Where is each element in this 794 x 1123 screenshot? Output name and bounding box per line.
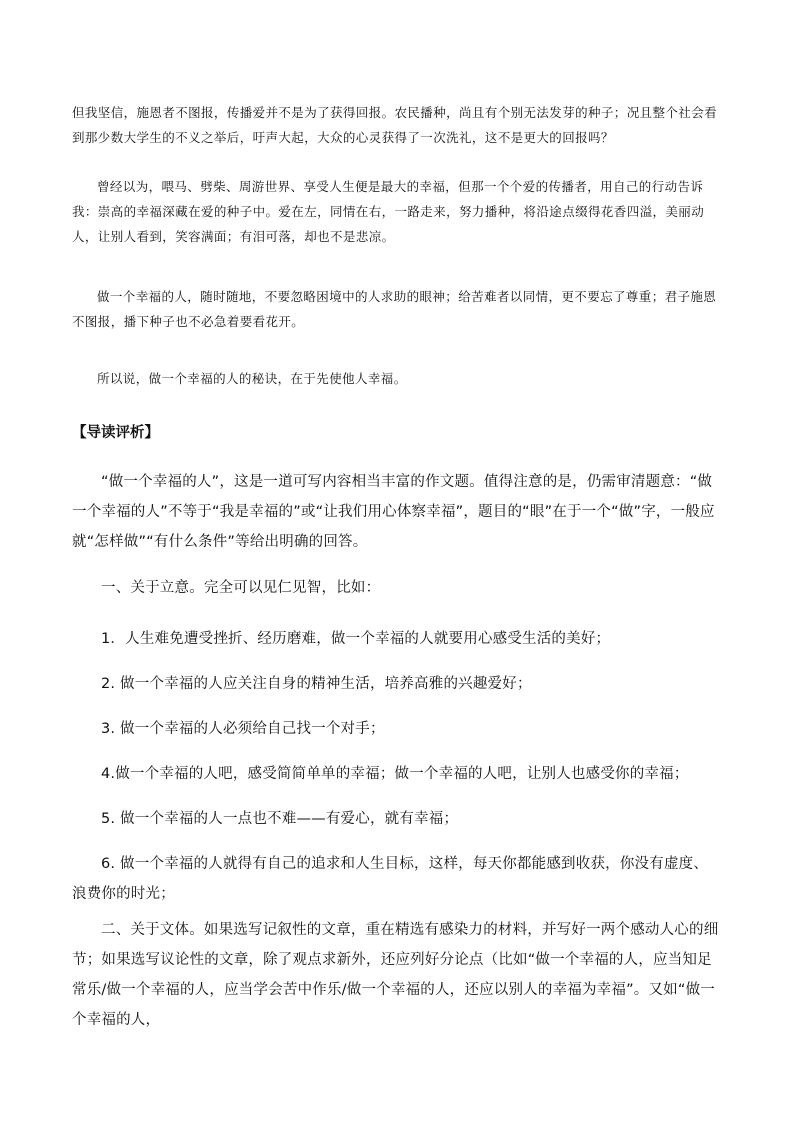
essay-paragraph-4: 所以说，做一个幸福的人的秘诀，在于先使他人幸福。: [97, 371, 407, 386]
list-item: 2. 做一个幸福的人应关注自身的精神生活，培养高雅的兴趣爱好；: [101, 676, 532, 692]
list-item: 6. 做一个幸福的人就得有自己的追求和人生目标，这样，每天你都能感到收获，你没有虚度、浪费你的时光；: [72, 856, 709, 902]
list-item: 3. 做一个幸福的人必须给自己找一个对手；: [101, 721, 385, 737]
list-item: 1．人生难免遭受挫折、经历磨难，做一个幸福的人就要用心感受生活的美好；: [101, 631, 611, 647]
essay-paragraph-3: 做一个幸福的人，随时随地，不要忽略困境中的人求助的眼神；给苦难者以同情，更不要忘了尊重；君子施恩不图报，播下种子也不必急着要看花开。: [72, 289, 717, 329]
list-item: 4.做一个幸福的人吧，感受简简单单的幸福；做一个幸福的人吧，让别人也感受你的幸福；: [101, 766, 689, 782]
essay-paragraph-2: 曾经以为，喂马、劈柴、周游世界、享受人生便是最大的幸福，但那一个个爱的传播者，用自己的行动告诉我：崇高的幸福深藏在爱的种子中。爱在左，同情在右，一路走来，努力播种，将沿途点缀得花香四溢，美丽动人，让别人看到，笑容满面；有泪可落，却也不是悲凉。: [72, 179, 705, 244]
list-item: 5. 做一个幸福的人一点也不难——有爱心，就有幸福；: [101, 811, 459, 827]
essay-paragraph-1: 但我坚信，施恩者不图报，传播爱并不是为了获得回报。农民播种，尚且有个别无法发芽的种子；况且整个社会看到那少数大学生的不义之举后，吁声大起，大众的心灵获得了一次洗礼，这不是更大的回报吗？: [72, 105, 718, 145]
analysis-intro: “做一个幸福的人”，这是一道可写内容相当丰富的作文题。值得注意的是，仍需审清题意：“做一个幸福的人”不等于“我是幸福的”或“让我们用心体察幸福”，题目的“眼”在于一个“做”字，一般应就“怎样做”“有什么条件”等给出明确的回答。: [72, 474, 715, 550]
section-1-title: 一、关于立意。完全可以见仁见智，比如：: [101, 580, 381, 596]
section-2-paragraph: 二、关于文体。如果选写记叙性的文章，重在精选有感染力的材料，并写好一两个感动人心的细节；如果选写议论性的文章，除了观点求新外，还应列好分论点（比如“做一个幸福的人，应当知足常乐/做一个幸福的人，应当学会苦中作乐/做一个幸福的人，还应以别人的幸福为幸福”。又如“做一个幸福的人，: [72, 922, 719, 1028]
section-heading: 【导读评析】: [72, 425, 159, 441]
